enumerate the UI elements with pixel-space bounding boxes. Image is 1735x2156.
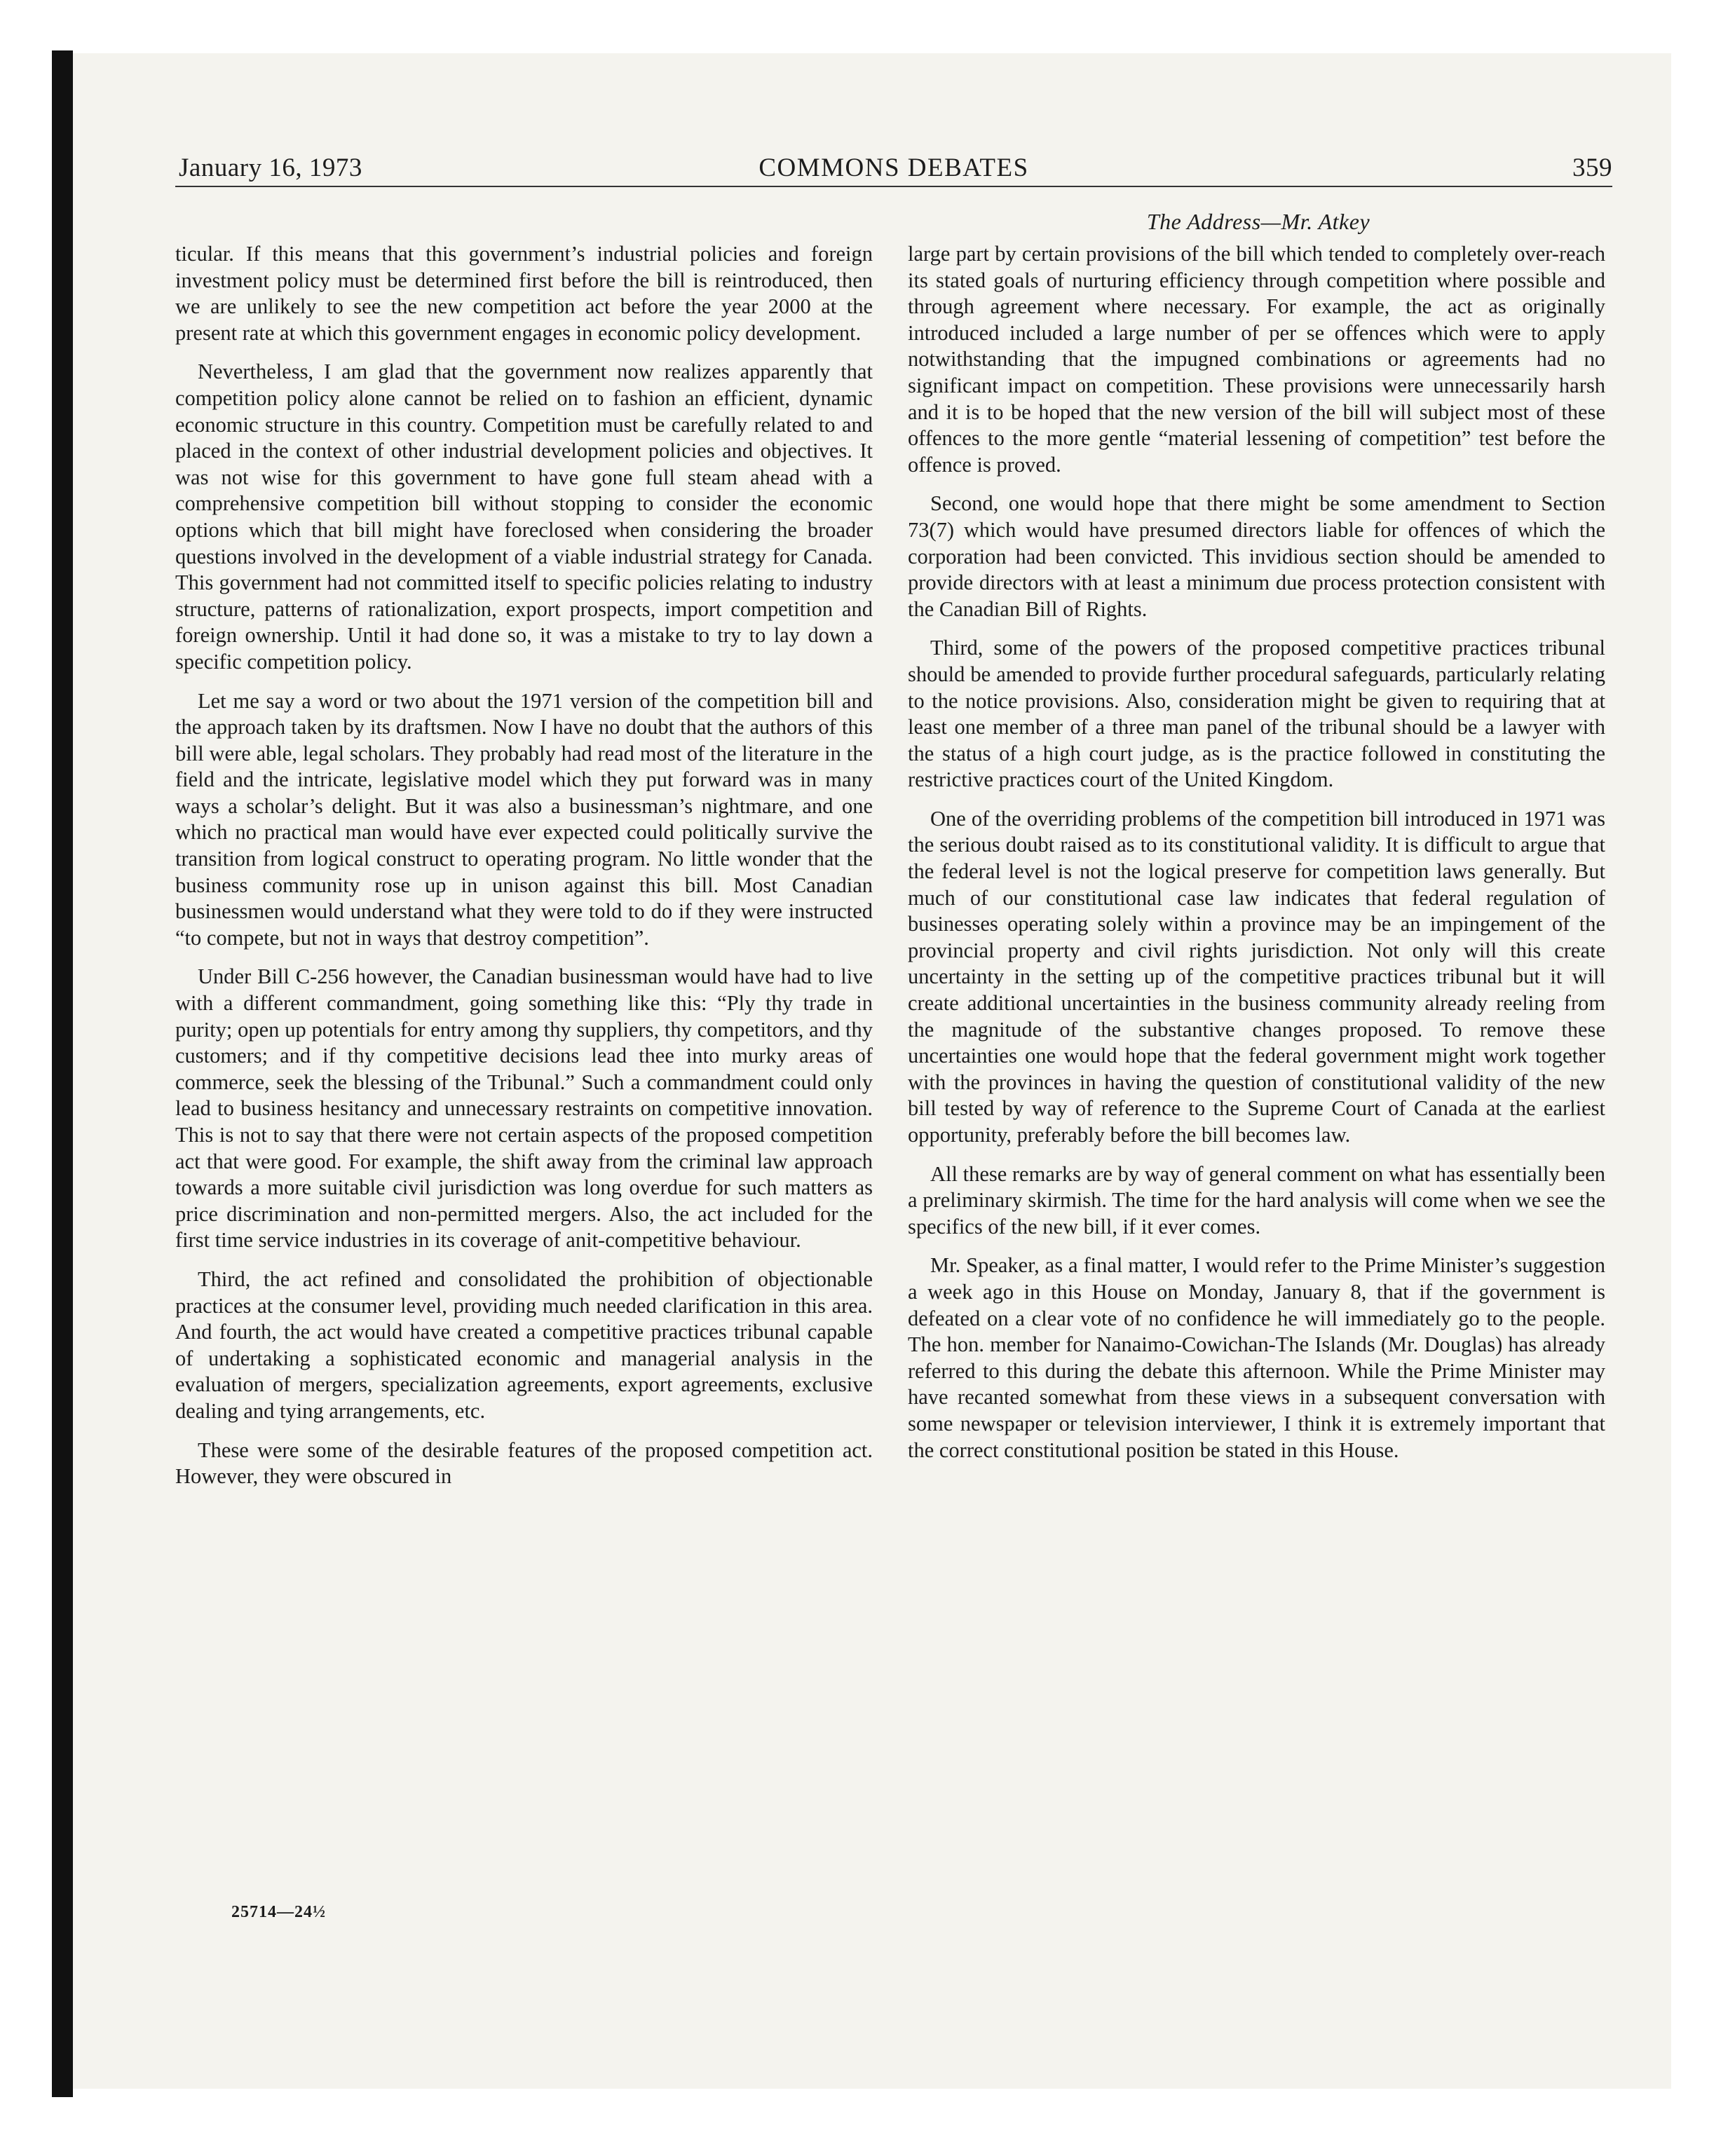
paragraph: One of the overriding problems of the competition bill introduced in 1971 was the serious doubt raised as to its constitutional validity. It is difficult to argue that the federal level is not the logical preserve for competition laws generally. But much of our constitutional case law indicates that federal regulation of businesses operating solely within a province may be an impingement of the provincial property and civil rights jurisdiction. Not only will this create uncertainty in the setting up of the competitive practices tribunal but it will create additional uncertainties in the business community already reeling from the magnitude of the substantive changes proposed. To remove these uncertainties one would hope that the federal government might work together with the provinces in having the question of constitutional validity of the new bill tested by way of reference to the Supreme Court of Canada at the earliest opportunity, preferably before the bill becomes law. [908, 806, 1605, 1147]
paragraph: These were some of the desirable features of the proposed competition act. However, they were obscured in [175, 1438, 873, 1489]
paragraph: Under Bill C-256 however, the Canadian businessman would have had to live with a different commandment, going something like this: “Ply thy trade in purity; open up potentials for entry among thy suppliers, thy competitors, and thy customers; and if thy competitive decisions lead thee into murky areas of commerce, seek the blessing of the Tribunal.” Such a commandment could only lead to business hesitancy and unnecessary restraints on competitive innovation. This is not to say that there were not certain aspects of the proposed competition act that were good. For example, the shift away from the criminal law approach towards a more suitable civil jurisdiction was long overdue for such matters as price discrimination and non-permitted mergers. Also, the act included for the first time service industries in its coverage of anit-competitive behaviour. [175, 964, 873, 1253]
paragraph: Third, the act refined and consolidated the prohibition of objectionable practices at the consumer level, providing much needed clarification in this area. And fourth, the act would have created a competitive practices tribunal capable of undertaking a sophisticated economic and managerial analysis in the evaluation of mergers, specialization agreements, export agreements, exclusive dealing and tying arrangements, etc. [175, 1267, 873, 1423]
running-head: The Address—Mr. Atkey [1146, 209, 1370, 234]
paragraph: Third, some of the powers of the proposed competitive practices tribunal should be amended to provide further procedural safeguards, particularly relating to the notice provisions. Also, consideration might be given to requiring that at least one member of a three man panel of the tribunal should be a lawyer with the status of a high court judge, as is the practice followed in constituting the restrictive practices court of the United Kingdom. [908, 636, 1605, 792]
paragraph: ticular. If this means that this government’s industrial policies and foreign investment policy must be determined first before the bill is reintroduced, then we are unlikely to see the new competition act before the year 2000 at the present rate at which this government engages in economic policy development. [175, 242, 873, 345]
scan-edge-bar [52, 50, 73, 2097]
paragraph: Mr. Speaker, as a final matter, I would refer to the Prime Minister’s suggestion a week ago in this House on Monday, January 8, that if the government is defeated on a clear vote of no confidence he will immediately go to the people. The hon. member for Nanaimo-Cowichan-The Islands (Mr. Douglas) has already referred to this during the debate this afternoon. While the Prime Minister may have recanted somewhat from these views in a subsequent conversation with some newspaper or television interviewer, I think it is extremely important that the correct constitutional position be stated in this House. [908, 1253, 1605, 1462]
paragraph: Second, one would hope that there might be some amendment to Section 73(7) which would have presumed directors liable for offences of which the corporation had been convicted. This invidious section should be amended to provide directors with at least a minimum due process protection consistent with the Canadian Bill of Rights. [908, 491, 1605, 621]
paragraph: All these remarks are by way of general comment on what has essentially been a preliminary skirmish. The time for the hard analysis will come when we see the specifics of the new bill, if it ever comes. [908, 1161, 1605, 1239]
paragraph: Let me say a word or two about the 1971 version of the competition bill and the approach taken by its draftsmen. Now I have no doubt that the authors of this bill were able, legal scholars. They probably had read most of the literature in the field and the intricate, legislative model which they put forward was in many ways a scholar’s delight. But it was also a businessman’s nightmare, and one which no practical man would have ever expected could politically survive the transition from logical construct to operating program. No little wonder that the business community rose up in unison against this bill. Most Canadian businessmen would understand what they were told to do if they were instructed “to compete, but not in ways that destroy competition”. [175, 688, 873, 950]
printer-signature: 25714—24½ [231, 1903, 326, 1921]
right-column [908, 241, 1605, 1476]
paragraph: Nevertheless, I am glad that the government now realizes apparently that competition policy alone cannot be relied on to fashion an efficient, dynamic economic structure in this country. Competition must be carefully related to and placed in the context of other industrial development policies and objectives. It was not wise for this government to have gone full steam ahead with a comprehensive competition bill without stopping to consider the economic options which that bill might have foreclosed when considering the broader questions involved in the development of a viable industrial strategy for Canada. This government had not committed itself to specific policies relating to industry structure, patterns of rationalization, export prospects, import competition and foreign ownership. Until it had done so, it was a mistake to try to lay down a specific competition policy. [175, 360, 873, 674]
left-column [175, 241, 873, 1503]
page-header [175, 151, 1612, 187]
paragraph: large part by certain provisions of the bill which tended to completely over-reach its stated goals of nurturing efficiency through competition where possible and through agreement where necessary. For example, the act as originally introduced included a large number of per se offences which were to apply notwithstanding that the impugned combinations or agreements had no significant impact on competition. These provisions were unnecessarily harsh and it is to be hoped that the new version of the bill will subject most of these offences to the more gentle “material lessening of competition” test before the offence is proved. [908, 242, 1605, 477]
header-title: COMMONS DEBATES [758, 153, 1029, 182]
header-date: January 16, 1973 [179, 153, 362, 182]
header-page-number: 359 [1572, 153, 1612, 182]
